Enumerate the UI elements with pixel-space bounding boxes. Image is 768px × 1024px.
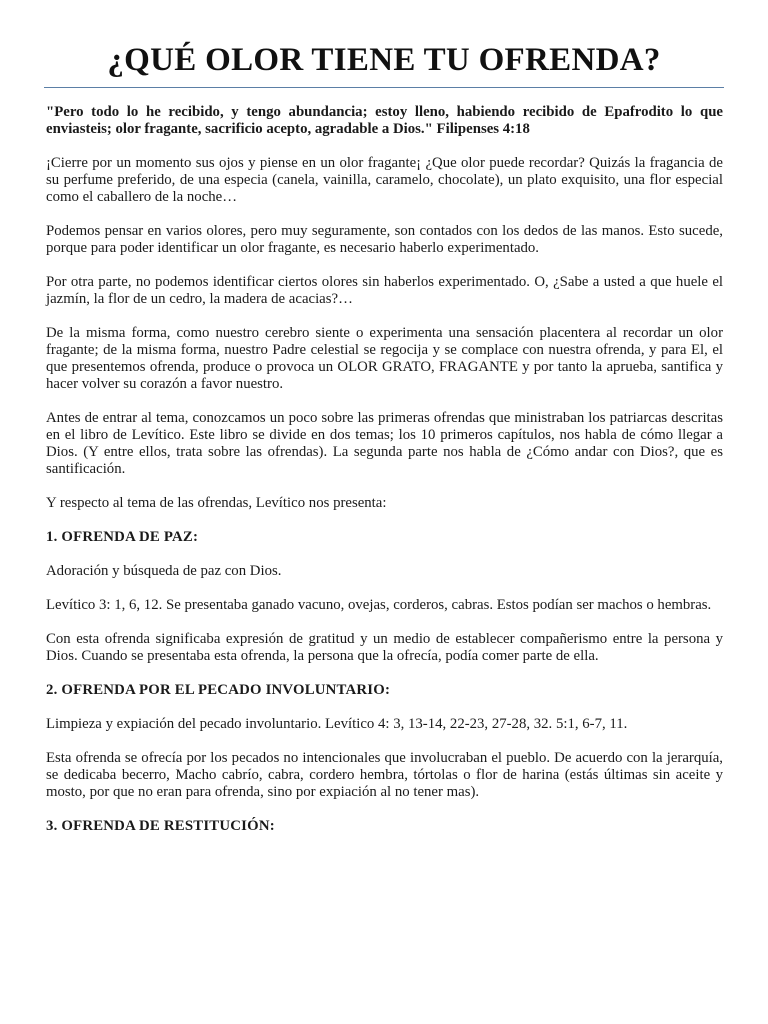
paragraph: Antes de entrar al tema, conozcamos un poco sobre las primeras ofrendas que ministraban los patriarcas descritas en el libro de Levítico. Este libro se divide en dos temas; los 10 primeros capítulos, nos habla de cómo llegar a Dios. (Y entre ellos, trata sobre las ofrendas). La segunda parte nos habla de ¿Cómo andar con Dios?, que es santificación. [46,410,723,477]
section-heading-ofrenda-de-paz: 1. OFRENDA DE PAZ: [46,529,199,545]
paragraph: Con esta ofrenda significaba expresión de gratitud y un medio de establecer compañerismo entre la persona y Dios. Cuando se presentaba esta ofrenda, la persona que la ofrecía, podía comer parte de ella. [46,631,723,664]
paragraph: De la misma forma, como nuestro cerebro siente o experimenta una sensación placentera al recordar un olor fragante; de la misma forma, nuestro Padre celestial se regocija y se complace con nuestra ofrenda, y para El, el que presentemos ofrenda, produce o provoca un OLOR GRATO, FRAGANTE y por tanto la aprueba, santifica y hacer volver su corazón a favor nuestro. [46,325,723,392]
paragraph: Limpieza y expiación del pecado involuntario. Levítico 4: 3, 13-14, 22-23, 27-28, 32. 5:1, 6-7, 11. [46,716,628,732]
section-heading-ofrenda-por-el-pecado: 2. OFRENDA POR EL PECADO INVOLUNTARIO: [46,682,391,698]
paragraph: Levítico 3: 1, 6, 12. Se presentaba ganado vacuno, ovejas, corderos, cabras. Estos podían ser machos o hembras. [46,597,712,613]
scripture-quote: "Pero todo lo he recibido, y tengo abundancia; estoy lleno, habiendo recibido de Epafrodito lo que enviasteis; olor fragante, sacrificio acepto, agradable a Dios." Filipenses 4:18 [46,104,723,137]
title-divider [44,87,724,88]
paragraph: Podemos pensar en varios olores, pero muy seguramente, son contados con los dedos de las manos. Esto sucede, porque para poder identificar un olor fragante, es necesario haberlo experimentado. [46,223,723,256]
section-heading-ofrenda-de-restitucion: 3. OFRENDA DE RESTITUCIÓN: [46,818,275,834]
paragraph: Y respecto al tema de las ofrendas, Levítico nos presenta: [46,495,387,511]
paragraph: Adoración y búsqueda de paz con Dios. [46,563,282,579]
paragraph: Por otra parte, no podemos identificar ciertos olores sin haberlos experimentado. O, ¿Sabe a usted a que huele el jazmín, la flor de un cedro, la madera de acacias?… [46,274,723,307]
document-body [46,104,723,852]
paragraph: ¡Cierre por un momento sus ojos y piense en un olor fragante¡ ¿Que olor puede recordar? Quizás la fragancia de su perfume preferido, de una especia (canela, vainilla, caramelo, chocolate), un plato exquisito, una flor especial como el caballero de la noche… [46,155,723,205]
paragraph: Esta ofrenda se ofrecía por los pecados no intencionales que involucraban el pueblo. De acuerdo con la jerarquía, se dedicaba becerro, Macho cabrío, cabra, cordero hembra, tórtolas o flor de harina (estás últimas sin aceite y mosto, por que no eran para ofrenda, sino por expiación al no tener mas). [46,750,723,800]
page-title: ¿QUÉ OLOR TIENE TU OFRENDA? [107,42,661,78]
